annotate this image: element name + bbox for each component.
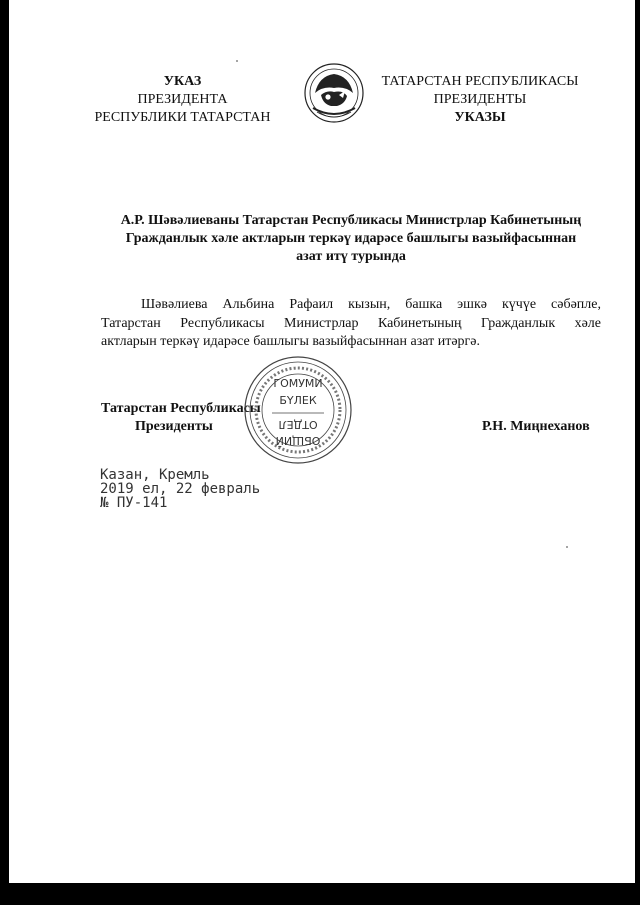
- body-line-1: Шәвәлиева Альбина Рафаил кызын, башка эшкә күчүе сәбәпле,: [141, 297, 601, 312]
- header-tt-line-3: УКАЗЫ: [454, 110, 506, 125]
- office-stamp-icon: [242, 354, 354, 466]
- signatory-title-line-2: Президенты: [135, 419, 213, 434]
- header-tt-line-1: ТАТАРСТАН РЕСПУБЛИКАСЫ: [381, 74, 579, 89]
- scan-right-edge: [635, 0, 640, 905]
- title-line-3: азат итү турында: [296, 249, 406, 264]
- scan-speck: [236, 60, 238, 62]
- decree-body: [101, 296, 601, 352]
- header-ru-line-1: УКАЗ: [163, 74, 202, 89]
- signatory-title: [101, 400, 261, 436]
- header-ru-line-3: РЕСПУБЛИКИ ТАТАРСТАН: [94, 110, 271, 125]
- header-tatar: [370, 73, 590, 127]
- header-tt-line-2: ПРЕЗИДЕНТЫ: [433, 92, 527, 107]
- header-russian: [80, 73, 285, 127]
- signatory-name: Р.Н. Миңнеханов: [482, 419, 590, 434]
- place-line: Казан, Кремль: [100, 467, 210, 483]
- title-line-1: А.Р. Шәвәлиеваны Татарстан Республикасы Министрлар Кабинетының: [120, 213, 582, 228]
- date-line: 2019 ел, 22 февраль: [100, 481, 261, 497]
- header-ru-line-2: ПРЕЗИДЕНТА: [137, 92, 228, 107]
- body-line-3: актларын теркәү идарәсе башлыгы вазыйфасыннан азат итәргә.: [101, 334, 481, 349]
- title-line-2: Гражданлык хәле актларын теркәү идарәсе башлыгы вазыйфасыннан: [125, 231, 577, 246]
- stamp-line-1: ГОМУМИ: [273, 377, 323, 390]
- place-and-date: [100, 468, 260, 510]
- scan-left-edge: [0, 0, 9, 905]
- scan-speck: [566, 546, 568, 548]
- stamp-line-4: ОБЩИЙ: [275, 434, 321, 447]
- stamp-line-2: БҮЛЕК: [279, 394, 317, 407]
- document-title: [96, 212, 606, 266]
- signatory-title-line-1: Татарстан Республикасы: [101, 401, 261, 416]
- stamp-line-3: ОТДЕЛ: [278, 418, 318, 431]
- scan-bottom-edge: [0, 883, 640, 905]
- body-line-2: Татарстан Республикасы Министрлар Кабинетының Гражданлык хәле: [101, 315, 601, 331]
- decree-number: № ПУ-141: [100, 495, 168, 511]
- tatarstan-coat-of-arms-icon: [301, 62, 367, 124]
